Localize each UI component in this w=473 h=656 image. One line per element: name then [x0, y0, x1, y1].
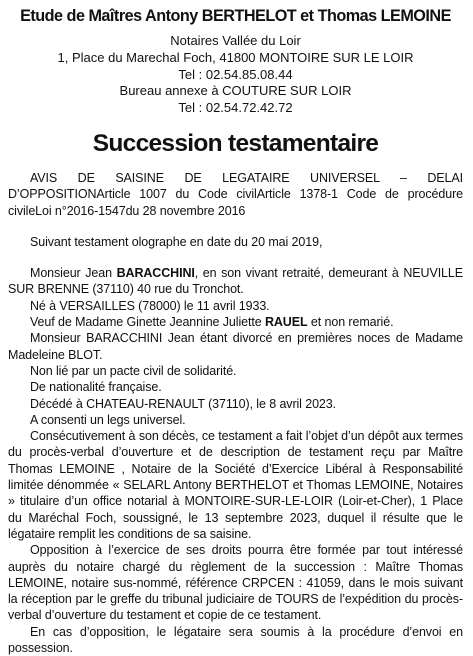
pacs-paragraph: Non lié par un pacte civil de solidarité. — [30, 363, 237, 378]
notice-title: Succession testamentaire — [92, 129, 379, 157]
widower-paragraph — [8, 314, 463, 330]
firm-address-block — [8, 33, 463, 117]
deposit-paragraph: Consécutivement à son décès, ce testament a fait l’objet d’un dépôt aux termes du procès-verbal d’ouverture et de description de testament reçu par Maître Thomas LEMOINE , Notaire de la Société d’Exercice Libéral à Responsabilité limitée dénommée « SELARL Antony BERTHELOT et Thomas LEMOINE, Notaires » titulaire d’un office notarial à MONTOIRE-SUR-LE-LOIR (Loir-et-Cher), 1 Place du Maréchal Foch, soussigné, le 13 septembre 2023, duquel il résulte que le légataire remplit les conditions de sa saisine. — [8, 429, 463, 541]
avis-paragraph: AVIS DE SAISINE DE LEGATAIRE UNIVERSEL – DELAI D’OPPOSITIONArticle 1007 du Code civilArticle 1378-1 Code de procédure civileLoi n°2016-1547du 28 novembre 2016 — [8, 170, 463, 218]
nationality-paragraph: De nationalité française. — [30, 380, 162, 395]
widower-prefix: Veuf de Madame Ginette Jeannine Juliette — [30, 315, 265, 330]
person-paragraph — [8, 265, 463, 298]
address-line: Bureau annexe à COUTURE SUR LOIR — [119, 83, 352, 99]
address-line: Tel : 02.54.72.42.72 — [178, 100, 293, 116]
notice-body — [8, 170, 463, 656]
address-line: 1, Place du Marechal Foch, 41800 MONTOIRE SUR LE LOIR — [57, 49, 414, 65]
person-surname: BARACCHINI — [116, 266, 195, 281]
legacy-paragraph: A consenti un legs universel. — [30, 412, 186, 427]
firm-header: Etude de Maîtres Antony BERTHELOT et Thomas LEMOINE — [20, 7, 451, 25]
final-paragraph: En cas d’opposition, le légataire sera soumis à la procédure d’envoi en possession. — [8, 624, 463, 655]
address-line: Tel : 02.54.85.08.44 — [178, 66, 293, 82]
widower-surname: RAUEL — [264, 315, 308, 330]
address-line: Notaires Vallée du Loir — [170, 33, 301, 48]
person-prefix: Monsieur Jean — [30, 266, 117, 281]
opposition-paragraph: Opposition à l’exercice de ses droits pourra être formée par tout intéressé auprès du notaire chargé du règlement de la succession : Maître Thomas LEMOINE, notaire sus-nommé, référence CRPCEN : 41059, dans le mois suivant la réception par le greffe du tribunal judiciaire de TOURS de l’expédition du procès-verbal d’ouverture du testament et copie de ce testament. — [8, 543, 463, 623]
death-paragraph: Décédé à CHATEAU-RENAULT (37110), le 8 avril 2023. — [30, 396, 337, 411]
birth-paragraph: Né à VERSAILLES (78000) le 11 avril 1933. — [30, 298, 270, 313]
testament-paragraph: Suivant testament olographe en date du 20 mai 2019, — [30, 234, 323, 249]
widower-suffix: et non remarié. — [307, 315, 394, 330]
divorce-paragraph: Monsieur BARACCHINI Jean étant divorcé en premières noces de Madame Madeleine BLOT. — [8, 331, 463, 362]
person-suffix: , en son vivant retraité, demeurant à NEUVILLE SUR BRENNE (37110) 40 rue du Tronchot. — [8, 266, 464, 297]
